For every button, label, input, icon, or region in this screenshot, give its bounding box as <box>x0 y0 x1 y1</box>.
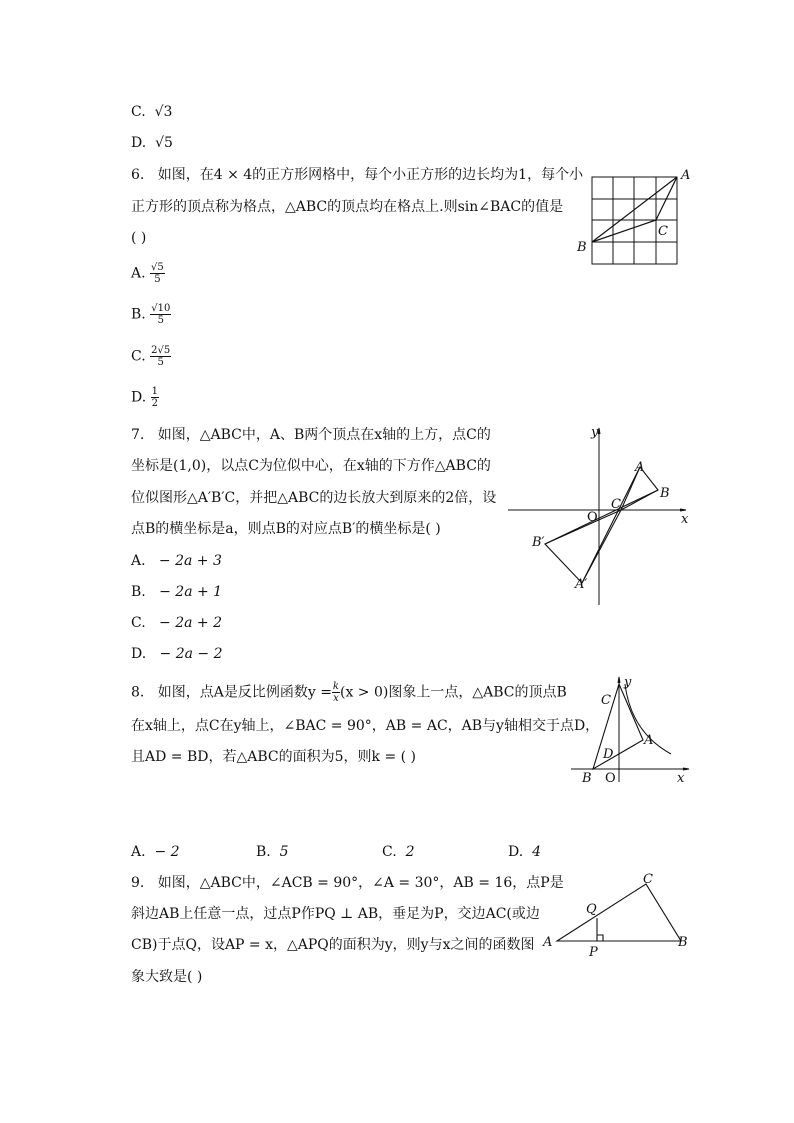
label-a-prime: A′ <box>575 577 588 592</box>
triangles <box>545 467 658 583</box>
denominator: 5 <box>157 357 164 368</box>
q7-line2: 坐标是(1,0)，以点C为位似中心，在x轴的下方作△ABC的 <box>131 458 491 474</box>
option-label: C. <box>382 844 397 860</box>
label-b: B <box>582 771 592 786</box>
question-text: 如图，点A是反比例函数y = <box>157 684 332 701</box>
q5-option-d <box>131 134 173 152</box>
option-value: − 2a − 2 <box>159 646 223 662</box>
denominator: 5 <box>154 274 161 285</box>
option-fraction <box>151 386 159 409</box>
label-y: y <box>591 425 599 440</box>
option-value: √3 <box>154 104 173 120</box>
question-text: 如图，△ABC中，∠ACB = 90°，∠A = 30°，AB = 16，点P是 <box>157 875 564 891</box>
label-q: Q <box>586 902 597 917</box>
q7-line3: 位似图形△A′B′C，并把△ABC的边长放大到原来的2倍，设 <box>131 490 497 506</box>
option-value: − 2a + 2 <box>159 615 223 631</box>
label-a: A <box>543 935 553 950</box>
denominator: 2 <box>151 398 159 409</box>
q6-line1 <box>131 166 583 184</box>
q7-option-b <box>131 583 222 601</box>
option-fraction <box>150 303 171 326</box>
q6-line2: 正方形的顶点称为格点，△ABC的顶点均在格点上.则sin∠BAC的值是 <box>131 199 564 215</box>
option-fraction <box>150 262 165 285</box>
label-c: C <box>601 693 611 708</box>
numerator: 1 <box>151 386 159 397</box>
q7-option-a <box>131 552 222 570</box>
q6-grid-figure <box>570 165 700 270</box>
question-text: 如图，△ABC中，A、B两个顶点在x轴的上方，点C的 <box>157 427 491 443</box>
triangle-abc <box>557 884 681 941</box>
question-text: (x > 0)图象上一点，△ABC的顶点B <box>339 684 567 701</box>
option-label: B. <box>131 584 146 600</box>
question-number: 7. <box>131 427 145 443</box>
denominator: x <box>333 693 339 704</box>
q8-option-b <box>256 843 289 861</box>
label-c: C <box>643 872 653 887</box>
option-label: A. <box>131 553 146 569</box>
option-label: D. <box>508 844 524 860</box>
q6-option-c <box>131 345 171 368</box>
q8-option-c <box>382 843 415 861</box>
option-value: − 2a + 3 <box>158 553 222 569</box>
label-b: B <box>577 240 587 255</box>
label-y: y <box>624 675 632 690</box>
option-label: A. <box>131 265 146 282</box>
label-a: A <box>644 733 654 748</box>
question-number: 6. <box>131 167 145 183</box>
label-b: B <box>678 935 688 950</box>
function-fraction <box>332 681 340 704</box>
option-label: D. <box>131 389 147 406</box>
q9-line1 <box>131 874 564 892</box>
option-label: B. <box>256 844 271 860</box>
option-label: A. <box>131 844 146 860</box>
q8-option-d <box>508 843 541 861</box>
q6-option-d <box>131 386 159 409</box>
label-b: B <box>660 486 670 501</box>
denominator: 5 <box>157 315 164 326</box>
grid-lines <box>592 177 677 264</box>
question-number: 8. <box>131 684 145 701</box>
option-value: 5 <box>279 844 289 860</box>
option-label: C. <box>131 615 146 631</box>
q8-line3: 且AD = BD，若△ABC的面积为5，则k = ( ) <box>131 749 417 765</box>
q7-option-d <box>131 645 223 663</box>
option-value: √5 <box>155 135 173 151</box>
option-value: − 2 <box>154 844 180 860</box>
q9-line3: CB)于点Q，设AP = x，△APQ的面积为y，则y与x之间的函数图 <box>131 937 535 953</box>
option-value: − 2a + 1 <box>159 584 223 600</box>
label-d: D <box>603 747 614 762</box>
q9-line2: 斜边AB上任意一点，过点P作PQ ⊥ AB，垂足为P，交边AC(或边 <box>131 906 540 922</box>
label-c: C <box>658 224 668 239</box>
q7-line1 <box>131 426 491 444</box>
label-a: A <box>681 168 691 183</box>
q7-figure <box>500 420 700 610</box>
question-number: 9. <box>131 875 145 891</box>
option-label: B. <box>131 306 146 323</box>
label-p: P <box>589 945 598 960</box>
q8-line2: 在x轴上，点C在y轴上，∠BAC = 90°，AB = AC，AB与y轴相交于点D， <box>131 718 600 734</box>
q7-line4: 点B的横坐标是a，则点B的对应点B′的横坐标是( ) <box>131 521 441 537</box>
option-label: C. <box>131 104 146 120</box>
numerator: √5 <box>151 262 164 273</box>
question-text: 如图，在4 × 4的正方形网格中，每个小正方形的边长均为1，每个小 <box>157 167 584 183</box>
option-value: 2 <box>405 844 415 860</box>
numerator: √10 <box>151 303 171 314</box>
label-b-prime: B′ <box>532 535 545 550</box>
option-label: C. <box>131 348 146 365</box>
label-o: O <box>587 510 598 525</box>
option-label: D. <box>131 135 147 151</box>
q6-line3: ( ) <box>131 230 147 246</box>
q9-line4: 象大致是( ) <box>131 969 203 985</box>
q8-line1 <box>131 681 567 704</box>
label-c: C <box>611 497 621 512</box>
option-label: D. <box>131 646 147 662</box>
label-x: x <box>681 512 689 527</box>
option-value: 4 <box>532 844 542 860</box>
option-fraction <box>150 345 171 368</box>
q8-figure <box>565 672 695 787</box>
q7-option-c <box>131 614 222 632</box>
q8-option-a <box>131 843 180 861</box>
q5-option-c <box>131 103 172 121</box>
q9-figure <box>538 868 698 960</box>
q6-option-b <box>131 303 171 326</box>
axes <box>571 677 689 782</box>
numerator: k <box>332 681 339 692</box>
q6-option-a <box>131 262 165 285</box>
label-o: O <box>605 771 616 786</box>
label-x: x <box>677 771 685 786</box>
label-a: A <box>635 460 645 475</box>
numerator: 2√5 <box>151 345 171 356</box>
